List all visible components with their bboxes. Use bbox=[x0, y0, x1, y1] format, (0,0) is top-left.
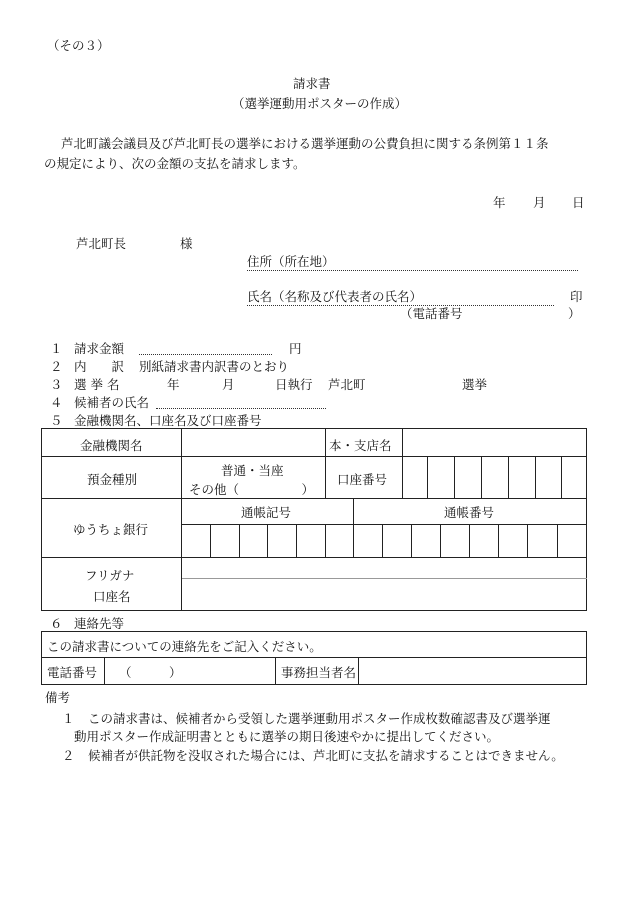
contact-table-rule bbox=[275, 657, 276, 685]
document-title: 請求書 bbox=[293, 76, 331, 91]
item-4-label: 候補者の氏名 bbox=[74, 395, 150, 410]
digit-box-divider bbox=[382, 524, 383, 557]
bank-table-rule bbox=[181, 578, 587, 579]
item-5-number: ５ bbox=[50, 413, 63, 428]
digit-box-divider bbox=[469, 524, 470, 557]
remark-1-line-1: この請求書は、候補者から受領した選挙運動用ポスター作成枚数確認書及び選挙運 bbox=[88, 711, 551, 726]
item-6-number: ６ bbox=[50, 616, 63, 631]
document-subtitle: （選挙運動用ポスターの作成） bbox=[232, 96, 408, 111]
name-label: 氏名（名称及び代表者の氏名） bbox=[247, 289, 423, 304]
bank-table-rule bbox=[325, 428, 326, 498]
digit-box-divider bbox=[557, 524, 558, 557]
remark-1-number: １ bbox=[62, 711, 75, 726]
account-name-label: 口座名 bbox=[93, 589, 131, 604]
part-number: （その３） bbox=[47, 38, 110, 53]
digit-box-divider bbox=[481, 456, 482, 498]
item-2-label: 内 訳 bbox=[74, 359, 125, 374]
election-day: 日執行 bbox=[275, 377, 313, 392]
seal-mark: 印 bbox=[570, 289, 583, 304]
item-2-value: 別紙請求書内訳書のとおり bbox=[139, 359, 290, 374]
addressee-honorific: 様 bbox=[180, 236, 193, 251]
remark-2-number: ２ bbox=[62, 748, 75, 763]
digit-box-divider bbox=[411, 524, 412, 557]
contact-note: この請求書についての連絡先をご記入ください。 bbox=[47, 639, 322, 654]
digit-box-divider bbox=[535, 456, 536, 498]
address-field[interactable] bbox=[247, 252, 578, 271]
candidate-name-field[interactable] bbox=[156, 393, 326, 409]
digit-box-divider bbox=[296, 524, 297, 557]
election-suffix: 選挙 bbox=[462, 377, 488, 392]
bank-name-label: 金融機関名 bbox=[80, 438, 143, 453]
digit-box-divider bbox=[527, 524, 528, 557]
furigana-label: フリガナ bbox=[85, 568, 135, 583]
remark-1-line-2: 動用ポスター作成証明書とともに選挙の期日後速やかに提出してください。 bbox=[74, 729, 500, 744]
digit-box-divider bbox=[267, 524, 268, 557]
item-3-number: ３ bbox=[50, 377, 63, 392]
contact-table-rule bbox=[358, 657, 359, 685]
bank-table-rule bbox=[353, 498, 354, 557]
bank-table-rule bbox=[41, 456, 587, 457]
contact-phone-label: 電話番号 bbox=[47, 665, 98, 680]
yen-unit: 円 bbox=[289, 341, 302, 356]
intro-line-1: 芦北町議会議員及び芦北町長の選挙における選挙運動の公費負担に関する条例第１１条 bbox=[61, 136, 549, 151]
remarks-title: 備考 bbox=[45, 690, 71, 705]
digit-box-divider bbox=[325, 524, 326, 557]
contact-table-rule bbox=[41, 657, 587, 658]
yucho-label: ゆうちょ銀行 bbox=[73, 522, 149, 537]
date-month: 月 bbox=[533, 195, 546, 210]
bank-table-rule bbox=[41, 498, 587, 499]
digit-box-divider bbox=[508, 456, 509, 498]
digit-box-divider bbox=[454, 456, 455, 498]
phone-close: ） bbox=[568, 306, 581, 321]
remark-2-text: 候補者が供託物を没収された場合には、芦北町に支払を請求することはできません。 bbox=[88, 748, 564, 763]
digit-box-divider bbox=[427, 456, 428, 498]
amount-field[interactable] bbox=[139, 339, 272, 355]
item-4-number: ４ bbox=[50, 395, 63, 410]
deposit-type-label: 預金種別 bbox=[87, 472, 138, 487]
digit-box-divider bbox=[239, 524, 240, 557]
election-town: 芦北町 bbox=[328, 377, 366, 392]
deposit-options-other[interactable]: その他（ ） bbox=[189, 482, 315, 497]
date-year: 年 bbox=[493, 195, 506, 210]
digit-box-divider bbox=[561, 456, 562, 498]
deposit-options-main[interactable]: 普通・当座 bbox=[221, 463, 284, 478]
digit-box-divider bbox=[210, 524, 211, 557]
election-year: 年 bbox=[167, 377, 180, 392]
contact-table-rule bbox=[104, 657, 105, 685]
passbook-code-label: 通帳記号 bbox=[241, 505, 292, 520]
bank-table-rule bbox=[181, 428, 182, 611]
address-label: 住所（所在地） bbox=[247, 254, 335, 269]
account-number-label: 口座番号 bbox=[337, 472, 388, 487]
bank-table-rule bbox=[41, 557, 587, 558]
item-5-label: 金融機関名、口座名及び口座番号 bbox=[74, 413, 262, 428]
contact-heading: 連絡先等 bbox=[74, 616, 125, 631]
bank-table-rule bbox=[402, 428, 403, 498]
branch-label: 本・支店名 bbox=[329, 438, 392, 453]
contact-phone-field[interactable]: （ ） bbox=[119, 665, 182, 680]
phone-label: （電話番号 bbox=[400, 306, 463, 321]
digit-box-divider bbox=[498, 524, 499, 557]
election-month: 月 bbox=[222, 377, 235, 392]
item-2-number: ２ bbox=[50, 359, 63, 374]
intro-line-2: の規定により、次の金額の支払を請求します。 bbox=[44, 156, 306, 171]
date-day: 日 bbox=[572, 195, 585, 210]
staff-name-label: 事務担当者名 bbox=[281, 665, 357, 680]
item-1-label: 請求金額 bbox=[74, 341, 125, 356]
passbook-number-label: 通帳番号 bbox=[444, 505, 495, 520]
addressee-name: 芦北町長 bbox=[76, 236, 127, 251]
item-1-number: １ bbox=[50, 341, 63, 356]
item-3-label: 選 挙 名 bbox=[74, 377, 120, 392]
digit-box-divider bbox=[440, 524, 441, 557]
